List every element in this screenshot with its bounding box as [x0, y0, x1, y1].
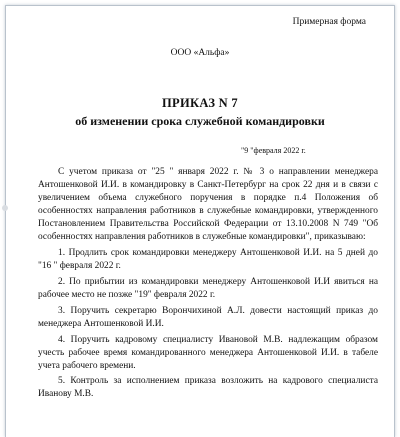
- document-subtitle: об изменении срока служебной командировки: [75, 114, 325, 128]
- order-item-5: 5. Контроль за исполнением приказа возложить на кадрового специалиста Иванову М.В.: [38, 376, 378, 400]
- preamble-paragraph: С учетом приказа от "25 " января 2022 г. № 3 о направлении менеджера Антошенковой И.И. в командировку в Санкт-Петербург на срок 22 дня и в связи с увеличением объема служебного поручения в порядке п.4 Положения об особенностях направления работников в служебные командировки, утвержденного Постановлением Правительства Российской Федерации от 13.10.2008 N 749 "Об особенностях направления работников в служебные командировки", приказываю:: [38, 167, 378, 243]
- document-title: ПРИКАЗ N 7: [162, 96, 238, 110]
- order-item-4: 4. Поручить кадровому специалисту Ивановой М.В. надлежащим образом учесть рабочее время командированного менеджера Антошенковой И.И. в табеле учета рабочего времени.: [38, 334, 378, 371]
- document-body: [38, 166, 378, 404]
- organization-name: ООО «Альфа»: [170, 48, 230, 58]
- order-item-1: 1. Продлить срок командировки менеджеру Антошенковой И.И. на 5 дней до "16 " февраля 2022 г.: [38, 248, 378, 272]
- order-item-2: 2. По прибытии из командировки менеджеру Антошенковой И.И явиться на рабочее место не позже "19" февраля 2022 г.: [38, 276, 378, 301]
- document-page: [5, 5, 395, 437]
- scroll-indicator-dot: [2, 205, 8, 211]
- order-item-3: 3. Поручить секретарю Ворончихиной А.Л. довести настоящий приказ до менеджера Антошенковой И.И.: [38, 305, 378, 329]
- document-date: "9 "февраля 2022 г.: [241, 146, 306, 155]
- form-note: Примерная форма: [292, 17, 366, 27]
